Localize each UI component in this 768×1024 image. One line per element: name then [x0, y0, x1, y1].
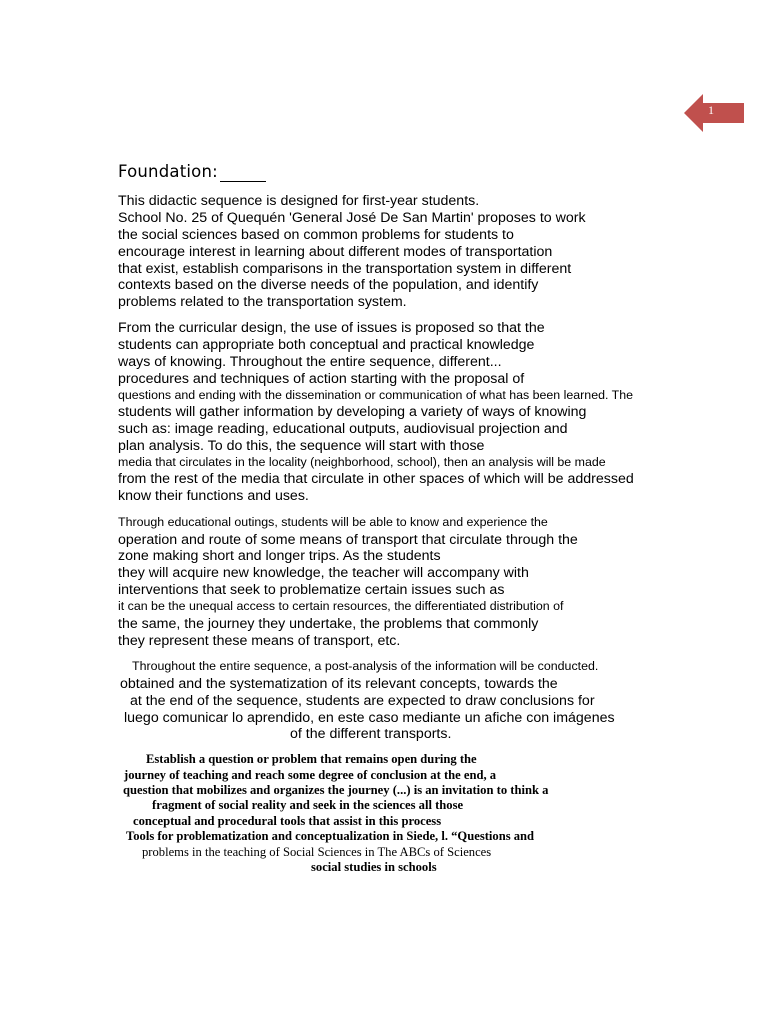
page-arrow-shape [684, 94, 744, 132]
text-line: the same, the journey they undertake, the problems that commonly [118, 616, 539, 632]
page-number: 1 [708, 103, 714, 117]
text-line: questions and ending with the dissemination or communication of what has been learned. The [118, 388, 633, 402]
text-line: problems related to the transportation system. [118, 294, 407, 310]
text-line: School No. 25 of Quequén 'General José De San Martin' proposes to work [118, 210, 586, 226]
text-line: the social sciences based on common problems for students to [118, 227, 514, 243]
text-line: operation and route of some means of transport that circulate through the [118, 532, 578, 548]
quote-line: problems in the teaching of Social Sciences in The ABCs of Sciences [142, 845, 492, 859]
text-line: zone making short and longer trips. As the students [118, 548, 441, 564]
text-line: they will acquire new knowledge, the teacher will accompany with [118, 565, 529, 581]
text-line: procedures and techniques of action starting with the proposal of [118, 371, 525, 387]
section-heading: Foundation: [118, 162, 218, 181]
text-line: they represent these means of transport, etc. [118, 633, 401, 649]
text-line: plan analysis. To do this, the sequence will start with those [118, 438, 485, 454]
quote-line: fragment of social reality and seek in the sciences all those [152, 798, 464, 812]
text-line: it can be the unequal access to certain resources, the differentiated distribution of [118, 599, 564, 613]
text-line: From the curricular design, the use of issues is proposed so that the [118, 320, 545, 336]
text-line: obtained and the systematization of its relevant concepts, towards the [120, 676, 558, 692]
text-line: of the different transports. [290, 726, 452, 742]
page-arrow-icon [684, 94, 744, 132]
text-line: students will gather information by developing a variety of ways of knowing [118, 404, 587, 420]
text-line: know their functions and uses. [118, 488, 309, 504]
quote-line: Establish a question or problem that remains open during the [146, 752, 477, 766]
text-line: encourage interest in learning about different modes of transportation [118, 244, 553, 260]
text-line: such as: image reading, educational outputs, audiovisual projection and [118, 421, 568, 437]
heading-underline [220, 181, 266, 182]
quote-line: question that mobilizes and organizes the journey (...) is an invitation to think a [123, 783, 549, 797]
text-line: from the rest of the media that circulate in other spaces of which will be addressed [118, 471, 634, 487]
text-line: luego comunicar lo aprendido, en este caso mediante un afiche con imágenes [124, 710, 615, 726]
text-line: Throughout the entire sequence, a post-analysis of the information will be conducted. [132, 659, 599, 673]
text-line: This didactic sequence is designed for first-year students. [118, 193, 480, 209]
quote-line: conceptual and procedural tools that assist in this process [133, 814, 442, 828]
text-line: at the end of the sequence, students are expected to draw conclusions for [130, 693, 595, 709]
quote-line: journey of teaching and reach some degree of conclusion at the end, a [124, 768, 497, 782]
text-line: that exist, establish comparisons in the transportation system in different [118, 261, 572, 277]
quote-line: social studies in schools [311, 860, 437, 874]
text-line: students can appropriate both conceptual and practical knowledge [118, 337, 535, 353]
text-line: interventions that seek to problematize certain issues such as [118, 582, 505, 598]
text-line: media that circulates in the locality (neighborhood, school), then an analysis will be made [118, 455, 606, 469]
text-line: ways of knowing. Throughout the entire sequence, different... [118, 354, 502, 370]
text-line: contexts based on the diverse needs of the population, and identify [118, 277, 539, 293]
quote-line: Tools for problematization and conceptualization in Siede, l. “Questions and [126, 829, 535, 843]
text-line: Through educational outings, students will be able to know and experience the [118, 515, 548, 529]
